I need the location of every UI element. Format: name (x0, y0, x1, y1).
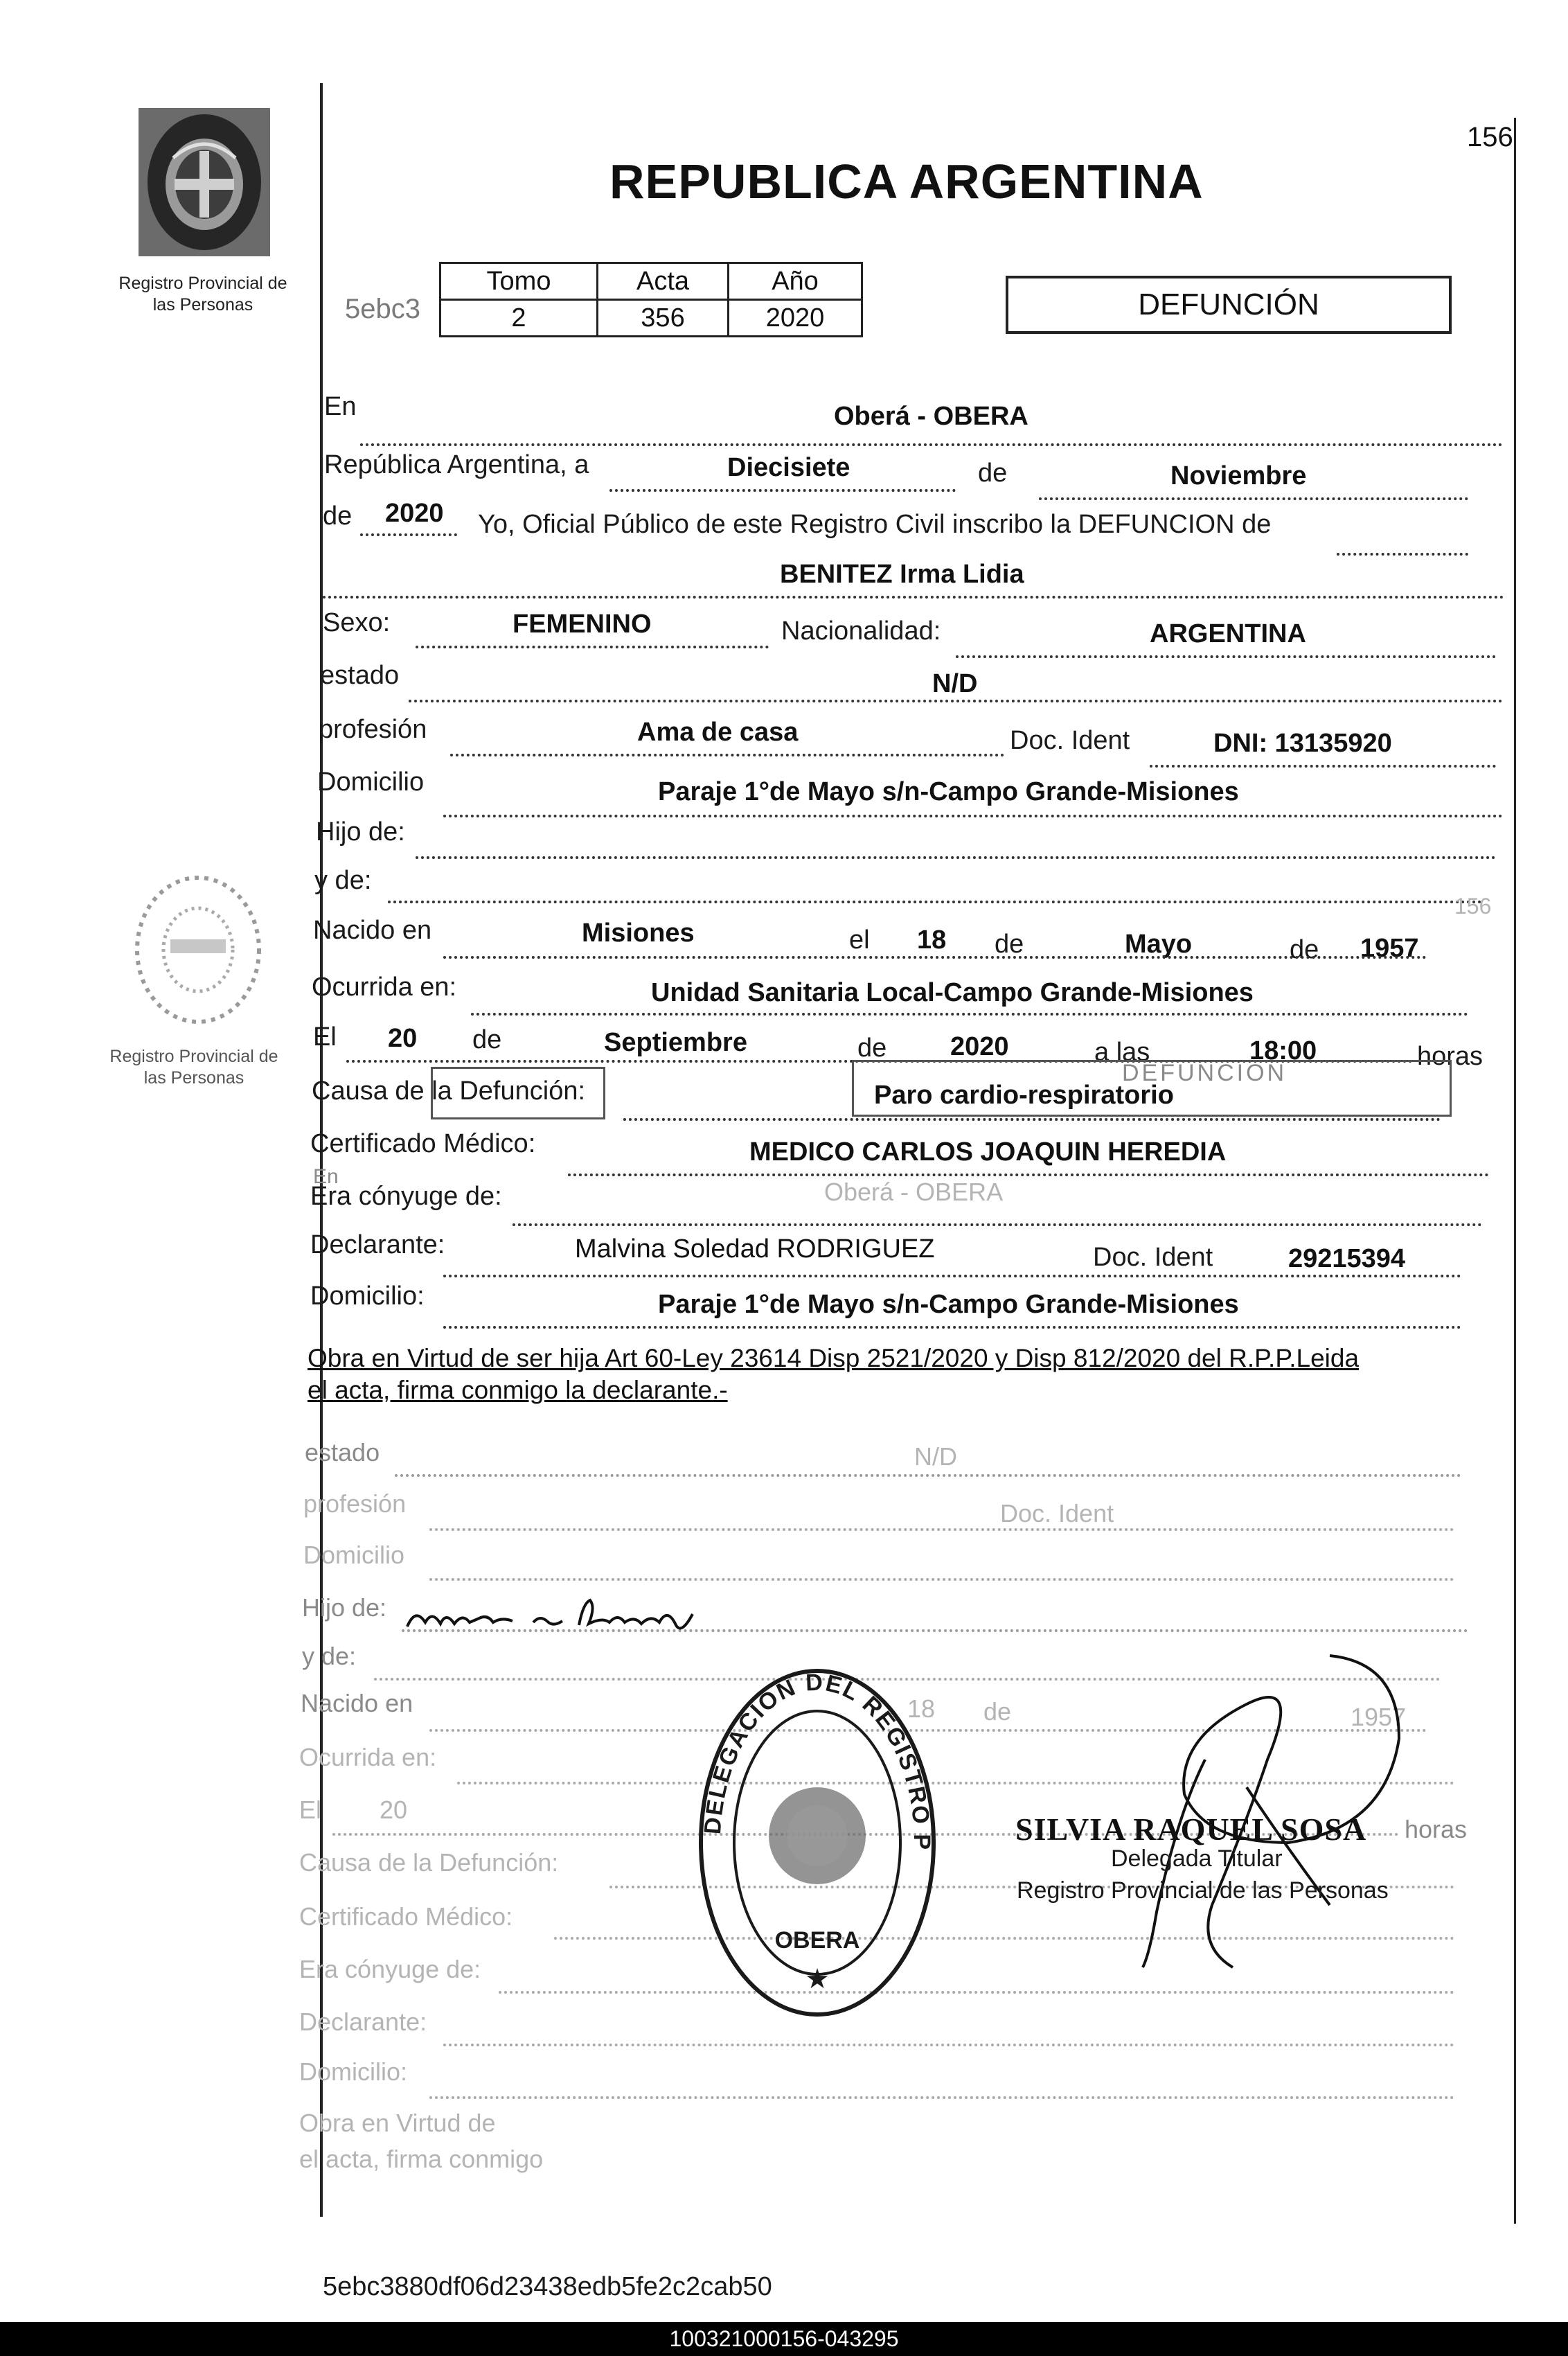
dotted-line (471, 1013, 1468, 1016)
dotted-line (416, 646, 769, 648)
label-el-de-2: de (857, 1034, 887, 1063)
stamp-seal-icon (693, 1663, 942, 2023)
dotted-line (623, 1118, 1441, 1121)
registry-table (439, 262, 863, 337)
dotted-line (450, 754, 1004, 756)
provincial-seal (132, 103, 277, 262)
dotted-line (443, 1326, 1461, 1329)
document-type: DEFUNCIÓN (1138, 287, 1319, 321)
value-declarante-domicilio: Paraje 1°de Mayo s/n-Campo Grande-Misiones (658, 1290, 1239, 1319)
label-certificado: Certificado Médico: (310, 1129, 536, 1158)
dotted-line (443, 815, 1503, 817)
label-a-las: a las (1094, 1038, 1150, 1067)
dotted-line (956, 655, 1496, 658)
bleed-en: En (313, 1165, 339, 1188)
registry-header-tomo: Tomo (440, 263, 598, 300)
dotted-line (395, 1474, 1461, 1477)
value-declarante-doc: 29215394 (1288, 1244, 1406, 1273)
dotted-line (429, 2096, 1454, 2099)
bleed-ocurrida: Ocurrida en: (299, 1743, 437, 1771)
label-nacido-de-2: de (1290, 935, 1319, 964)
label-yo-oficial: Yo, Oficial Público de este Registro Civil inscribo la DEFUNCION de (478, 510, 1272, 539)
dotted-line (568, 1173, 1489, 1176)
label-de-anio: de (323, 502, 353, 531)
value-domicilio: Paraje 1°de Mayo s/n-Campo Grande-Misiones (658, 777, 1239, 806)
label-de: de (978, 459, 1008, 488)
label-nacido-de: de (995, 930, 1024, 959)
label-nacido-el: el (849, 925, 870, 955)
registry-table-header (440, 263, 862, 300)
side-seal-label-line2: las Personas (143, 1068, 244, 1088)
registry-value-acta: 356 (598, 300, 729, 337)
bleed-horas: horas (1405, 1815, 1468, 1843)
footer-barcode-text: 100321000156-043295 (669, 2326, 899, 2351)
label-causa: Causa de la Defunción: (312, 1077, 586, 1106)
dotted-line (443, 956, 1427, 959)
right-margin-line (1514, 118, 1516, 2224)
value-nacionalidad: ARGENTINA (1150, 619, 1306, 648)
bleed-declarante: Declarante: (299, 2008, 427, 2036)
value-nac-dia: 18 (917, 925, 947, 955)
office-label-line2: las Personas (152, 295, 253, 315)
bleed-domicilio: Domicilio (303, 1541, 405, 1569)
dotted-line (409, 700, 1503, 702)
bleed-el-dia: 20 (380, 1796, 408, 1824)
bleed-certificado: Certificado Médico: (299, 1902, 513, 1931)
value-ocurrida: Unidad Sanitaria Local-Campo Grande-Misiones (651, 978, 1254, 1007)
footer-bar (0, 2322, 1568, 2356)
registry-value-anio: 2020 (729, 300, 862, 337)
label-domicilio: Domicilio (317, 768, 425, 797)
value-def-hora: 18:00 (1249, 1036, 1317, 1065)
registry-header-acta: Acta (598, 263, 729, 300)
bleed-nacido-en: Nacido en (301, 1689, 413, 1717)
registry-table-values (440, 300, 862, 337)
side-seal (129, 870, 267, 1029)
side-seal-label-line1: Registro Provincial de (109, 1047, 278, 1066)
dotted-line (1150, 765, 1496, 768)
side-seal-icon (129, 870, 267, 1029)
causa-box (431, 1067, 605, 1119)
bleed-era-conyuge: Era cónyuge de: (299, 1955, 481, 1983)
bleed-lugar: Oberá - OBERA (824, 1178, 1004, 1206)
bleed-page-ref: 156 (1454, 894, 1492, 919)
bleed-hijo-de: Hijo de: (302, 1593, 387, 1622)
label-nacionalidad: Nacionalidad: (781, 617, 941, 646)
label-declarante-doc: Doc. Ident (1093, 1243, 1213, 1272)
bleed-domicilio-2: Domicilio: (299, 2057, 408, 2086)
value-fallecido: BENITEZ Irma Lidia (780, 560, 1024, 589)
value-mes: Noviembre (1170, 461, 1307, 490)
official-signature (1039, 1621, 1427, 1981)
dotted-line (429, 1528, 1454, 1531)
bleed-el-acta: el acta, firma conmigo (299, 2145, 544, 2173)
dotted-line (1039, 497, 1468, 500)
label-estado: estado (320, 661, 400, 690)
dotted-line (416, 856, 1496, 859)
svg-text:OBERA: OBERA (774, 1927, 860, 1954)
label-doc-ident: Doc. Ident (1010, 726, 1130, 755)
document-type-box (1006, 276, 1452, 334)
bleed-estado: estado (305, 1438, 380, 1467)
registry-header-anio: Año (729, 263, 862, 300)
bleed-nac-de: de (983, 1697, 1012, 1726)
dotted-line (443, 1275, 1461, 1277)
value-profesion: Ama de casa (637, 718, 799, 747)
bleed-el: El (299, 1796, 322, 1824)
value-certificado: MEDICO CARLOS JOAQUIN HEREDIA (749, 1137, 1227, 1167)
dotted-line (443, 2044, 1454, 2046)
footer-hash: 5ebc3880df06d23438edb5fe2c2cab50 (323, 2272, 772, 2301)
page-number: 156 (1467, 122, 1513, 152)
bleed-doc-ident: Doc. Ident (1000, 1499, 1114, 1527)
dotted-line (1337, 553, 1468, 556)
bleed-y-de: y de: (302, 1642, 357, 1670)
value-estado: N/D (932, 669, 978, 698)
value-nac-mes: Mayo (1125, 930, 1193, 959)
dotted-line (323, 596, 1504, 599)
label-el-de: de (472, 1025, 502, 1054)
bleed-nac-anio: 1957 (1351, 1703, 1407, 1731)
official-stamp (693, 1663, 942, 2023)
label-republica: República Argentina, a (324, 450, 589, 479)
value-nacido-en: Misiones (582, 919, 695, 948)
bleed-estado-val: N/D (914, 1442, 957, 1471)
label-horas: horas (1417, 1042, 1484, 1071)
label-profesion: profesión (319, 715, 427, 744)
value-obra-line1: Obra en Virtud de ser hija Art 60-Ley 23614 Disp 2521/2020 y Disp 812/2020 del R.P.P.Leida (308, 1344, 1360, 1372)
dotted-line (388, 901, 1482, 903)
registry-prefix: 5ebc3 (345, 294, 420, 324)
label-en: En (324, 392, 357, 421)
value-doc: DNI: 13135920 (1213, 729, 1392, 758)
bleed-profesion: profesión (303, 1489, 407, 1518)
value-obra-line2: el acta, firma conmigo la declarante.- (308, 1376, 728, 1404)
seal-emblem-icon (132, 103, 277, 262)
value-sexo: FEMENINO (513, 610, 652, 639)
bleed-defuncion: DEFUNCION (1122, 1060, 1288, 1086)
dotted-line (360, 443, 1503, 446)
bleed-nac-dia: 18 (907, 1694, 936, 1723)
svg-text:★: ★ (805, 1963, 830, 1995)
dotted-line (609, 489, 956, 492)
official-name: SILVIA RAQUEL SOSA (1015, 1812, 1367, 1847)
value-nac-anio: 1957 (1360, 934, 1419, 963)
official-org: Registro Provincial de las Personas (1017, 1877, 1389, 1904)
label-declarante: Declarante: (310, 1230, 445, 1259)
registry-value-tomo: 2 (440, 300, 598, 337)
dotted-line (429, 1578, 1454, 1581)
value-declarante: Malvina Soledad RODRIGUEZ (575, 1234, 935, 1264)
dotted-line (360, 533, 457, 536)
value-dia: Diecisiete (727, 453, 850, 482)
value-def-anio: 2020 (950, 1032, 1009, 1061)
dotted-line (499, 1991, 1454, 1994)
label-y-de: y de: (314, 866, 372, 895)
bleed-obra: Obra en Virtud de (299, 2109, 496, 2137)
bleed-causa: Causa de la Defunción: (299, 1848, 559, 1877)
label-nacido-en: Nacido en (313, 916, 432, 945)
value-causa: Paro cardio-respiratorio (874, 1081, 1174, 1110)
side-seal-label (83, 1046, 305, 1089)
label-era-conyuge: Era cónyuge de: (310, 1182, 502, 1211)
official-role: Delegada Titular (1111, 1845, 1283, 1872)
label-ocurrida: Ocurrida en: (312, 973, 457, 1002)
page-title: REPUBLICA ARGENTINA (609, 154, 1204, 209)
label-domicilio-2: Domicilio: (310, 1282, 425, 1311)
svg-text:DELEGACION DEL REGISTRO PROVIN: DELEGACION DEL REGISTRO P (700, 1669, 936, 1852)
label-el: El (313, 1022, 337, 1052)
office-label-line1: Registro Provincial de (118, 274, 287, 293)
value-def-mes: Septiembre (604, 1028, 747, 1057)
label-hijo-de: Hijo de: (316, 817, 405, 847)
label-sexo: Sexo: (323, 608, 391, 637)
value-lugar: Oberá - OBERA (834, 402, 1028, 431)
declarante-signature (402, 1586, 720, 1642)
value-anio: 2020 (385, 499, 444, 528)
office-label (89, 273, 317, 316)
dotted-line (513, 1223, 1482, 1226)
value-def-dia: 20 (388, 1024, 418, 1053)
